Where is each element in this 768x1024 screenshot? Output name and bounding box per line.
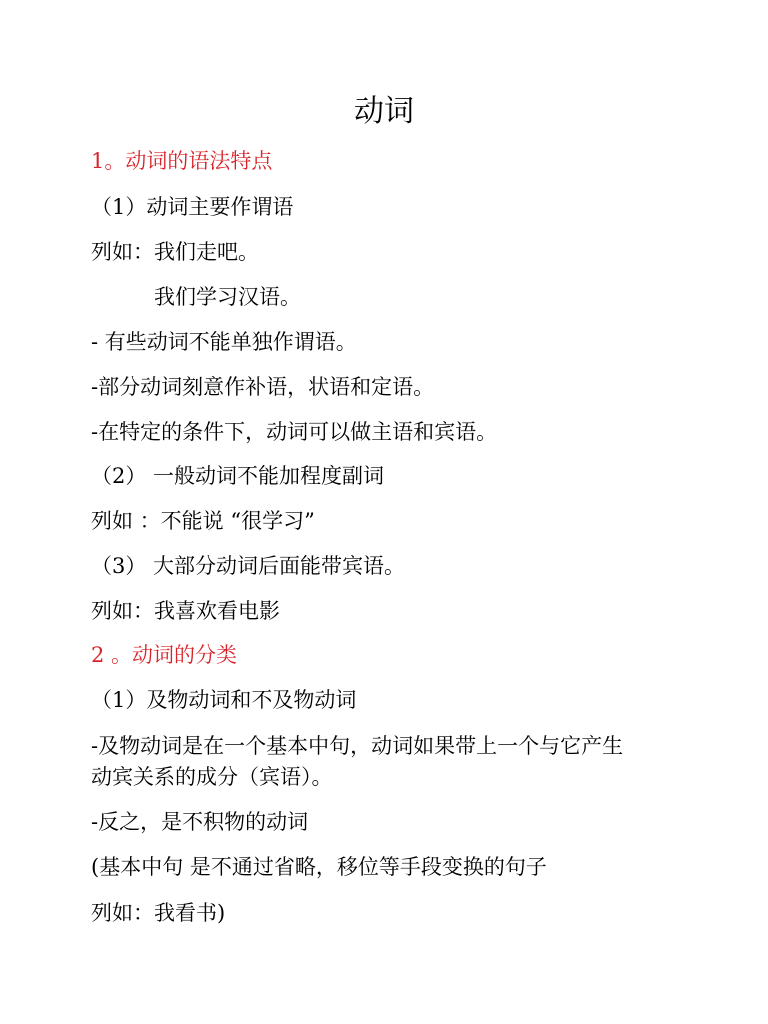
- paragraph-line: -在特定的条件下，动词可以做主语和宾语。: [91, 420, 498, 444]
- paragraph-line: （2） 一般动词不能加程度副词: [91, 464, 385, 488]
- paragraph-line: 列如：我喜欢看电影: [91, 599, 280, 623]
- paragraph-line: （1）及物动词和不及物动词: [91, 688, 357, 712]
- document-title: 动词: [354, 94, 414, 129]
- paragraph-line: 列如：我看书): [91, 901, 226, 925]
- paragraph-line: 动宾关系的成分（宾语）。: [91, 765, 333, 789]
- section-heading-grammar-features: 1。动词的语法特点: [91, 149, 273, 173]
- section-heading-verb-classification: 2 。动词的分类: [91, 643, 238, 667]
- paragraph-line: 我们学习汉语。: [154, 285, 301, 309]
- paragraph-line: -部分动词刻意作补语，状语和定语。: [91, 375, 435, 399]
- paragraph-line: （3） 大部分动词后面能带宾语。: [91, 554, 406, 578]
- paragraph-line: (基本中句 是不通过省略，移位等手段变换的句子: [91, 855, 547, 879]
- paragraph-line: 列如：我们走吧。: [91, 240, 259, 264]
- paragraph-line: （1）动词主要作谓语: [91, 195, 294, 219]
- paragraph-line: 列如 ：不能说 “很学习”: [91, 509, 315, 533]
- paragraph-line: -及物动词是在一个基本中句，动词如果带上一个与它产生: [91, 734, 624, 758]
- paragraph-line: -反之，是不积物的动词: [91, 810, 309, 834]
- paragraph-line: - 有些动词不能单独作谓语。: [91, 330, 357, 354]
